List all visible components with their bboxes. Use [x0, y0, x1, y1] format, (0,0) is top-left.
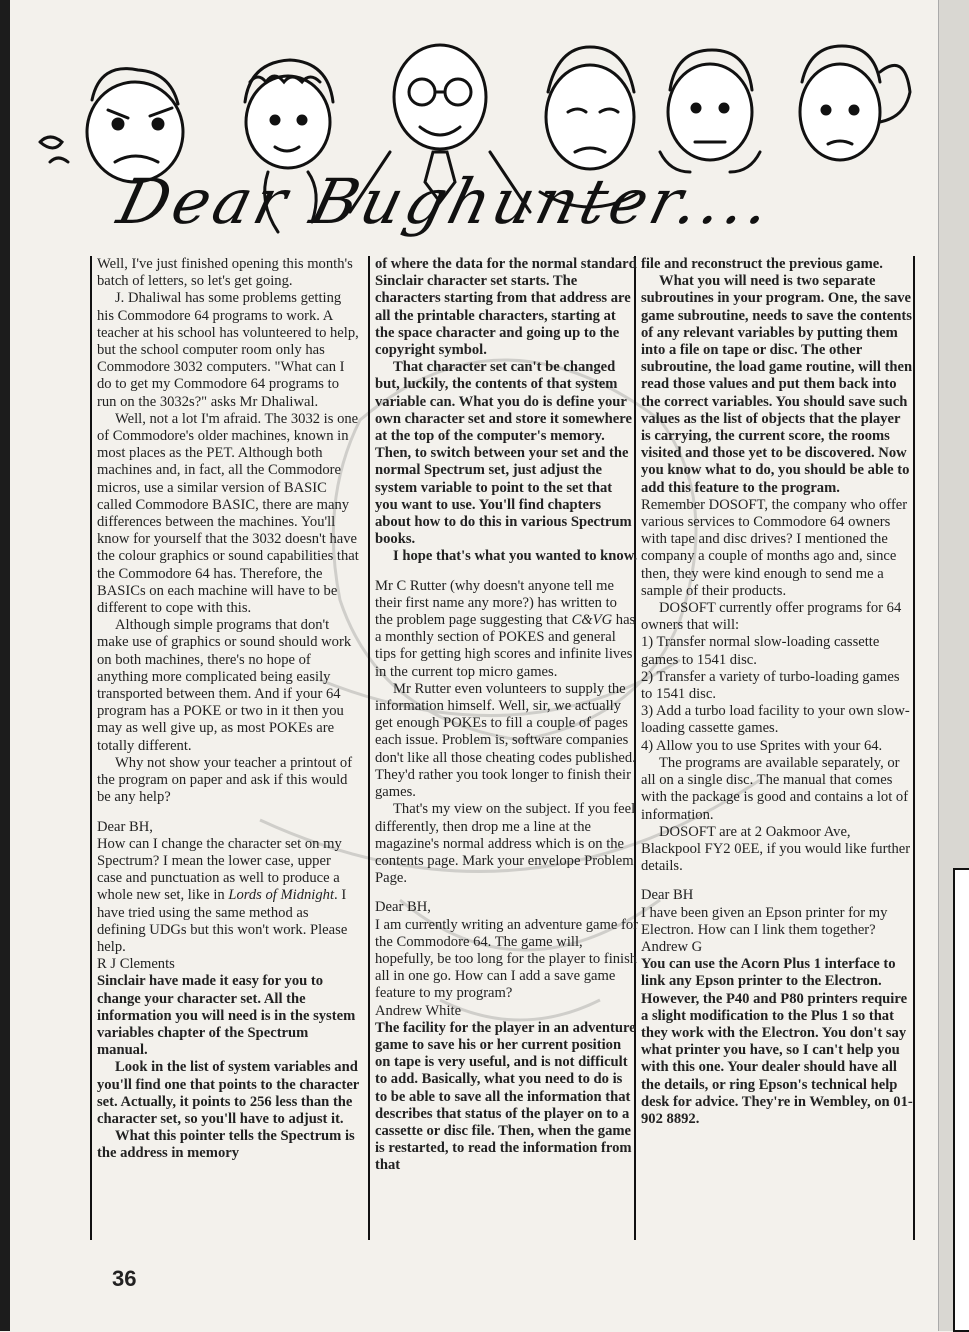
column-1	[97, 256, 359, 1163]
answer-paragraph: I hope that's what you wanted to know.	[393, 548, 638, 565]
page-title: Dear Bughunter....	[110, 165, 783, 238]
body-paragraph: The programs are available separately, or all on a single disc. The manual that comes with the package is good and contains a lot of information.	[641, 754, 909, 823]
answer-paragraph: The facility for the player in an adventure game to save his or her current position on tape is very useful, and is not difficult to add. Basically, what you need to do is to be able to save all the information that describes that status of the player on to a cassette or disc file. Then, when the game is restarted, to read the information from that	[375, 1019, 636, 1174]
letter-signature: Andrew G	[641, 938, 703, 955]
letter-signature: R J Clements	[97, 956, 175, 973]
magazine-name: C&VG	[571, 612, 613, 629]
binding-spine	[0, 0, 10, 1331]
body-paragraph: Mr Rutter even volunteers to supply the information himself. Well, sir, we actually get enough POKEs to fill a couple of pages each issue. Problem is, software companies don't like all those cheating codes published. They'd rather you took longer to finish their games.	[375, 680, 636, 801]
body-paragraph: DOSOFT currently offer programs for 64 owners that will:	[641, 600, 902, 634]
column-3	[641, 256, 913, 1128]
letter-salutation: Dear BH	[641, 887, 694, 904]
answer-paragraph: What you will need is two separate subroutines in your program. One, the save game subroutine, needs to save the contents of any relevant variables by putting them into a file on tape or disc. The other subroutine, the load game routine, will then read those values and put them back into the correct variables. You should save such values as the list of objects that the player is carrying, the current score, the rooms visited and those yet to be discovered. Now you know what to do, you should be able to add this feature to the program.	[641, 273, 913, 496]
column-rule-left	[90, 256, 92, 1240]
letter-body: I am currently writing an adventure game for the Commodore 64. The game will, hopefully, be too long for the player to finish all in one go. How can I add a save game feature to my program?	[375, 916, 638, 1002]
body-paragraph: Why not show your teacher a printout of the program on paper and ask if this would be any help?	[97, 754, 353, 806]
game-title: Lords of Midnight	[228, 887, 335, 904]
answer-paragraph: of where the data for the normal standard Sinclair character set starts. The characters starting from that address are all the printable characters, starting at the space character and going up to the copyright symbol.	[375, 256, 637, 359]
letter-body: How can I change the character set on my Spectrum? I mean the lower case, upper case and punctuation as well to produce a whole new set, like in Lords of Midnight. I have tried using the same method as defining UDGs but this won't work. Please help.	[97, 835, 348, 955]
column-rule-right	[913, 256, 915, 1240]
column-2	[375, 256, 638, 1175]
answer-paragraph: file and reconstruct the previous game.	[641, 256, 883, 272]
list-item: 1) Transfer normal slow-loading cassette games to 1541 disc.	[641, 634, 880, 668]
letter-salutation: Dear BH,	[375, 899, 431, 916]
answer-paragraph: What this pointer tells the Spectrum is the address in memory	[97, 1128, 355, 1162]
list-item: 4) Allow you to use Sprites with your 64.	[641, 737, 883, 754]
answer-paragraph: Look in the list of system variables and you'll find one that points to the character set. Actually, it points to 256 less than the character set, so you'll have to adjust it.	[97, 1059, 360, 1127]
worried-face-icon	[660, 50, 760, 172]
body-paragraph: Well, not a lot I'm afraid. The 3032 is one of Commodore's older machines, known in most places as the PET. Although both machines and, in fact, all the Commodore micros, use a similar version of BASIC called Commodore BASIC, there are many differences between the machines. You'll know for yourself that the 3032 doesn't have the colour graphics or sound capabilities that the Commodore 64 has. Therefore, the BASICs on each machine will have to be different to cope with this.	[97, 410, 359, 617]
answer-paragraph: You can use the Acorn Plus 1 interface to link any Epson printer to the Electron. However, the P40 and P80 printers require a slight modification to the Plus 1 so that they work with the Electron. You don't say what printer you have, so I can't help you with this one. Your dealer should have all the details, or ring Epson's technical help desk for advice. They're in Wembley, on 01-902 8892.	[641, 956, 913, 1127]
body-paragraph: J. Dhaliwal has some problems getting his Commodore 64 programs to work. A teacher at his school has volunteered to help, but the school computer room only has Commodore 3032 computers. "What can I do to get my Commodore 64 programs to run on the 3032s?" asks Mr Dhaliwal.	[97, 290, 359, 410]
body-paragraph: That's my view on the subject. If you feel differently, then drop me a line at the magazine's normal address which is on the contents page. Mark your envelope Problem Page.	[375, 801, 636, 887]
column-rule-2	[368, 256, 370, 1240]
body-paragraph: Although simple programs that don't make use of graphics or sound should work on both machines, there's no hope of anything more complicated being easily transported between them. And if your 64 program has a POKE or two in it then you may as well give up, as most POKEs are totally different.	[97, 617, 352, 754]
answer-paragraph: Sinclair have made it easy for you to change your character set. All the information you will need is in the system variables chapter of the Spectrum manual.	[97, 973, 356, 1059]
intro-paragraph: Well, I've just finished opening this month's batch of letters, so let's get going.	[97, 256, 353, 290]
letter-salutation: Dear BH,	[97, 818, 153, 835]
scratching-head-face-icon	[800, 46, 910, 160]
body-paragraph: Remember DOSOFT, the company who offer various services to Commodore 64 owners with tape and disc drives? I mentioned the company a couple of months ago and, since then, they were kind enough to send me a sample of their products.	[641, 496, 908, 599]
page-number: 36	[112, 1266, 137, 1291]
facing-page-box	[953, 868, 969, 1332]
list-item: 2) Transfer a variety of turbo-loading games to 1541 disc.	[641, 668, 900, 703]
letter-signature: Andrew White	[375, 1002, 462, 1019]
list-item: 3) Add a turbo load facility to your own slow-loading cassette games.	[641, 703, 910, 737]
answer-paragraph: That character set can't be changed but, luckily, the contents of that system variable can. What you do is define your own character set and store it somewhere at the top of the computer's memory. Then, to switch between your set and the normal Spectrum set, just adjust the system variable to point to the set that you want to use. You'll find chapters about how to do this in various Spectrum books.	[375, 359, 632, 548]
letter-body: I have been given an Epson printer for my Electron. How can I link them together?	[641, 904, 888, 938]
body-paragraph: Mr C Rutter (why doesn't anyone tell me their first name any more?) has written to the problem page suggesting that C&VG has a monthly section of POKES and general tips for getting high scores and infinite lives in the current top micro games.	[375, 577, 636, 680]
body-paragraph: DOSOFT are at 2 Oakmoor Ave, Blackpool FY2 0EE, if you would like further details.	[641, 823, 911, 875]
